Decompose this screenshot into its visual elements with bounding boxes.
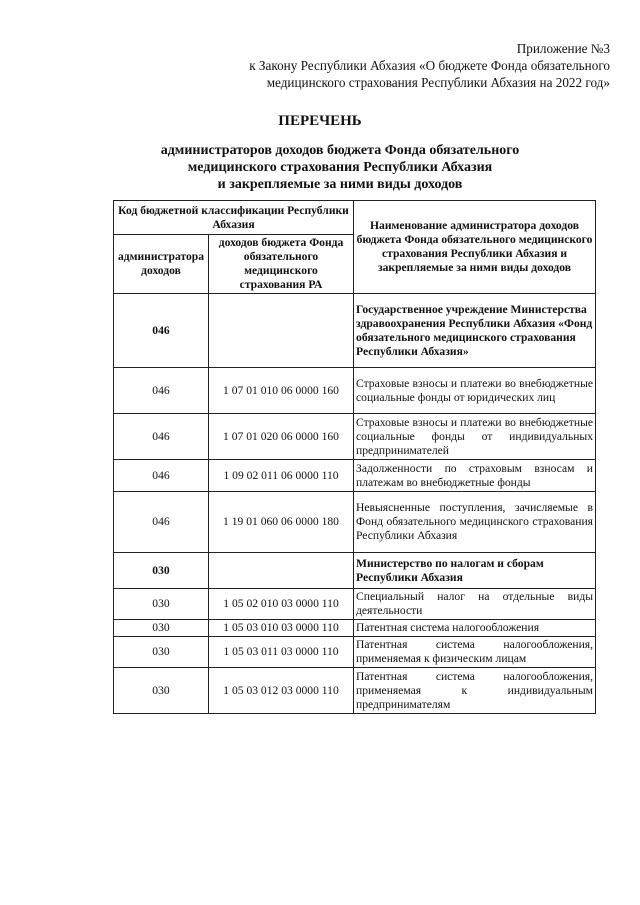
- table-row: [114, 553, 596, 589]
- table-row: [114, 492, 596, 553]
- income-code-cell: [209, 294, 354, 368]
- admin-code-cell: 030: [114, 553, 209, 589]
- income-code-cell: 1 09 02 011 06 0000 110: [209, 460, 354, 492]
- appendix-law-ref-line2: медицинского страхования Республики Абхазия на 2022 год»: [266, 75, 610, 90]
- header-income-code: доходов бюджета Фонда обязательного медицинского страхования РА: [209, 235, 354, 294]
- appendix-number: Приложение №3: [516, 41, 610, 56]
- name-cell: Патентная система налогообложения, применяемая к физическим лицам: [354, 637, 596, 668]
- subtitle-line1: администраторов доходов бюджета Фонда обязательного: [160, 143, 520, 158]
- admin-code-cell: 030: [114, 637, 209, 668]
- income-code-cell: 1 07 01 010 06 0000 160: [209, 368, 354, 414]
- subtitle-line3: и закрепляемые за ними виды доходов: [217, 177, 463, 192]
- admin-code-cell: 046: [114, 414, 209, 460]
- admin-code-cell: 046: [114, 368, 209, 414]
- subtitle-line2: медицинского страхования Республики Абхазия: [187, 160, 493, 175]
- table-row: [114, 294, 596, 368]
- admin-code-cell: 030: [114, 668, 209, 714]
- header-administrator-code: администратора доходов: [114, 235, 209, 294]
- table-row: [114, 589, 596, 620]
- name-cell: Невыясненные поступления, зачисляемые в Фонд обязательного медицинского страхования Республики Абхазия: [354, 492, 596, 553]
- admin-code-cell: 030: [114, 589, 209, 620]
- header-administrator-name: Наименование администратора доходов бюджета Фонда обязательного медицинского страхования Республики Абхазия и закрепляемые за ними виды доходов: [354, 201, 596, 294]
- admin-code-cell: 046: [114, 460, 209, 492]
- table-row: [114, 620, 596, 637]
- income-code-cell: [209, 553, 354, 589]
- income-code-cell: 1 05 03 011 03 0000 110: [209, 637, 354, 668]
- header-budget-classification-code: Код бюджетной классификации Республики Абхазия: [114, 201, 354, 235]
- admin-code-cell: 030: [114, 620, 209, 637]
- document-subtitle: [40, 142, 640, 193]
- admin-code-cell: 046: [114, 294, 209, 368]
- name-cell: Патентная система налогообложения, применяемая к индивидуальным предпринимателям: [354, 668, 596, 714]
- revenue-administrators-table: [113, 200, 596, 714]
- name-cell: Патентная система налогообложения: [354, 620, 596, 637]
- admin-code-cell: 046: [114, 492, 209, 553]
- table-row: [114, 460, 596, 492]
- appendix-header: [90, 40, 610, 91]
- table-row: [114, 368, 596, 414]
- table-row: [114, 414, 596, 460]
- name-cell: Страховые взносы и платежи во внебюджетные социальные фонды от индивидуальных предпринимателей: [354, 414, 596, 460]
- income-code-cell: 1 05 03 012 03 0000 110: [209, 668, 354, 714]
- name-cell: Министерство по налогам и сборам Республики Абхазия: [354, 553, 596, 589]
- income-code-cell: 1 07 01 020 06 0000 160: [209, 414, 354, 460]
- income-code-cell: 1 05 02 010 03 0000 110: [209, 589, 354, 620]
- income-code-cell: 1 05 03 010 03 0000 110: [209, 620, 354, 637]
- name-cell: Государственное учреждение Министерства здравоохранения Республики Абхазия «Фонд обязательного медицинского страхования Республики Абхазия»: [354, 294, 596, 368]
- appendix-law-ref-line1: к Закону Республики Абхазия «О бюджете Фонда обязательного: [249, 58, 610, 73]
- document-title: ПЕРЕЧЕНЬ: [278, 113, 362, 129]
- table-row: [114, 668, 596, 714]
- name-cell: Задолженности по страховым взносам и платежам во внебюджетные фонды: [354, 460, 596, 492]
- table-row: [114, 637, 596, 668]
- name-cell: Страховые взносы и платежи во внебюджетные социальные фонды от юридических лиц: [354, 368, 596, 414]
- income-code-cell: 1 19 01 060 06 0000 180: [209, 492, 354, 553]
- name-cell: Специальный налог на отдельные виды деятельности: [354, 589, 596, 620]
